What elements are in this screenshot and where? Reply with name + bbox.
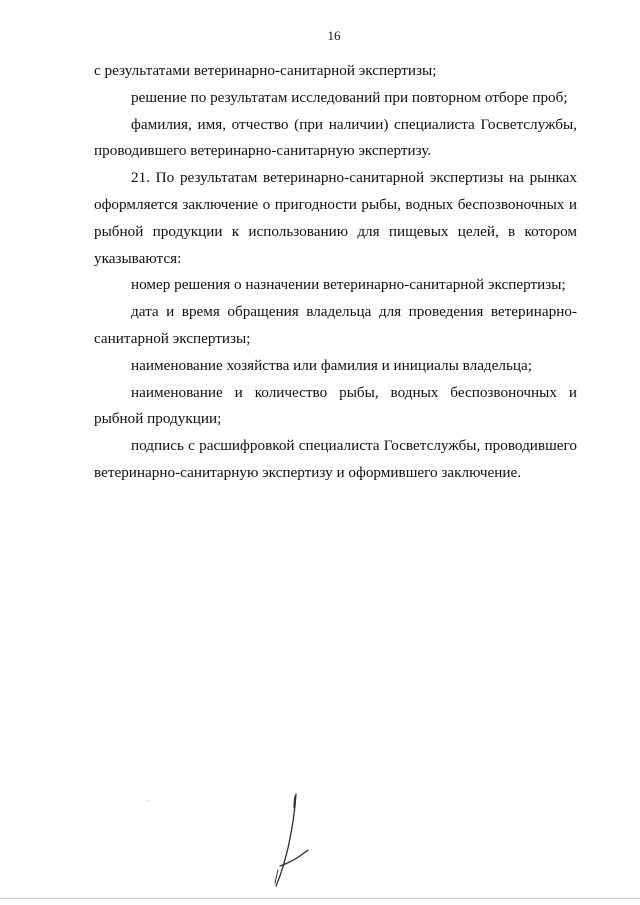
document-body <box>94 58 577 487</box>
paragraph-7: наименование хозяйства или фамилия и инициалы владельца; <box>131 356 532 374</box>
paragraph-8: наименование и количество рыбы, водных беспозвоночных и рыбной продукции; <box>94 383 577 428</box>
handwritten-signature-icon <box>262 790 322 890</box>
paragraph-5: номер решения о назначении ветеринарно-санитарной экспертизы; <box>131 276 566 294</box>
paragraph-4: 21. По результатам ветеринарно-санитарной экспертизы на рынках оформляется заключение о пригодности рыбы, водных беспозвоночных и рыбной продукции к использованию для пищевых целей, в котором указываются: <box>94 169 577 267</box>
scan-edge <box>0 898 640 899</box>
page-number: 16 <box>327 28 341 43</box>
paragraph-9: подпись с расшифровкой специалиста Госветслужбы, проводившего ветеринарно-санитарную экспертизу и оформившего заключение. <box>94 437 577 481</box>
paragraph-2: решение по результатам исследований при повторном отборе проб; <box>131 88 568 106</box>
paragraph-6: дата и время обращения владельца для проведения ветеринарно-санитарной экспертизы; <box>94 303 577 347</box>
scan-speck <box>148 800 149 801</box>
paragraph-1: с результатами ветеринарно-санитарной экспертизы; <box>94 62 437 79</box>
paragraph-3: фамилия, имя, отчество (при наличии) специалиста Госветслужбы, проводившего ветеринарно-санитарную экспертизу. <box>94 115 577 160</box>
